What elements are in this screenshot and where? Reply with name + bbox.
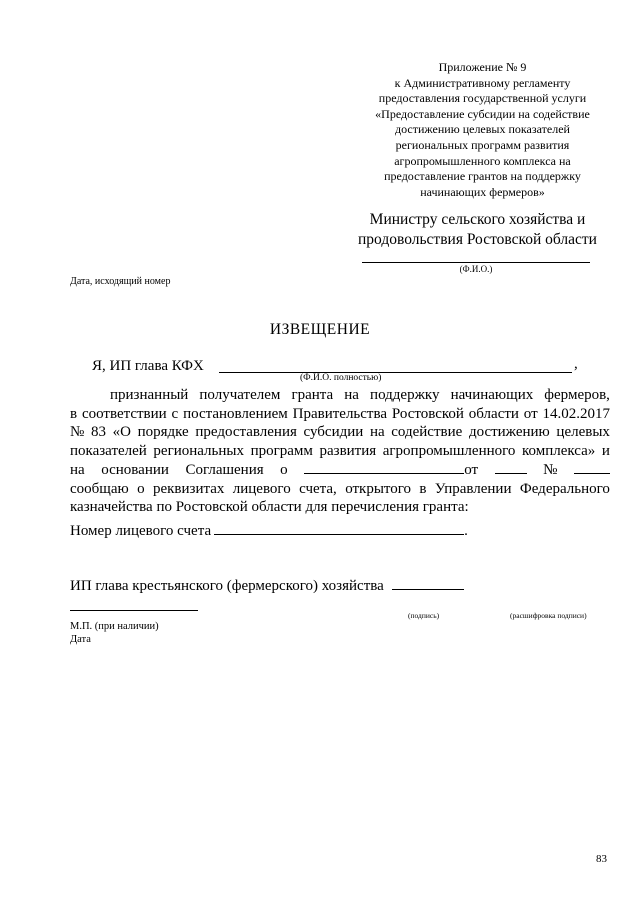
addressee-line: Министру сельского хозяйства и bbox=[369, 211, 586, 228]
account-fill-line bbox=[214, 523, 464, 535]
annex-line: Приложение № 9 bbox=[438, 60, 527, 74]
body-line: № 83 «О порядке предоставления субсидии на содействие достижению целевых bbox=[70, 424, 610, 441]
annex-line: предоставления государственной услуги bbox=[378, 91, 587, 106]
agreement-fill-line bbox=[304, 461, 464, 474]
annex-line: предоставление грантов на поддержку bbox=[384, 169, 581, 184]
annex-line: региональных программ развития bbox=[395, 137, 570, 152]
number-fill-line bbox=[574, 461, 610, 474]
annex-line: к Административному регламенту bbox=[394, 75, 571, 90]
body-paragraph bbox=[70, 386, 610, 517]
addressee-line: продовольствия Ростовской области bbox=[358, 231, 597, 248]
date-label: Дата bbox=[70, 634, 91, 645]
annex-line: «Предоставление субсидии на содействие bbox=[375, 106, 590, 121]
decode-caption: (расшифровка подписи) bbox=[510, 611, 587, 620]
stamp-label: М.П. (при наличии) bbox=[70, 621, 159, 632]
ip-head-row bbox=[70, 578, 464, 595]
date-fill-line bbox=[495, 461, 527, 474]
annex-header bbox=[355, 60, 610, 200]
ip-name-fill-line bbox=[219, 372, 572, 373]
body-line: в соответствии с постановлением Правительства Ростовской области от 14.02.2017 bbox=[70, 405, 610, 422]
account-label: Номер лицевого счета bbox=[70, 523, 212, 539]
fio-full-caption: (Ф.И.О. полностью) bbox=[300, 373, 382, 383]
page-number: 83 bbox=[596, 853, 607, 865]
signature-line bbox=[70, 610, 198, 611]
date-number-label: Дата, исходящий номер bbox=[70, 276, 171, 287]
addressee-block bbox=[345, 210, 610, 250]
body-line: признанный получателем гранта на поддержку начинающих фермеров, bbox=[110, 387, 610, 403]
ip-name-comma: , bbox=[574, 356, 578, 372]
account-number-row: Номер лицевого счета . bbox=[70, 523, 468, 539]
body-line: показателей региональных программ развития агропромышленного комплекса» и bbox=[70, 443, 610, 460]
ip-head-fill-line bbox=[392, 578, 464, 590]
body-line: сообщаю о реквизитах лицевого счета, открытого в Управлении Федерального bbox=[70, 480, 610, 497]
annex-line: достижению целевых показателей bbox=[395, 122, 570, 137]
annex-line: агропромышленного комплекса на bbox=[394, 153, 571, 168]
ip-name-prefix: Я, ИП глава КФХ bbox=[92, 358, 204, 374]
document-title: ИЗВЕЩЕНИЕ bbox=[269, 321, 371, 338]
fio-signature-line bbox=[362, 262, 590, 263]
body-line: казначейства по Ростовской области для перечисления гранта: bbox=[70, 499, 469, 516]
stamp-date-block bbox=[70, 620, 159, 646]
annex-line: начинающих фермеров» bbox=[420, 184, 545, 199]
signature-caption: (подпись) bbox=[408, 611, 440, 620]
body-line-agreement: на основании Соглашения о от № bbox=[70, 461, 610, 480]
ip-head-label: ИП глава крестьянского (фермерского) хозяйства bbox=[70, 578, 384, 594]
fio-caption: (Ф.И.О.) bbox=[459, 264, 493, 274]
